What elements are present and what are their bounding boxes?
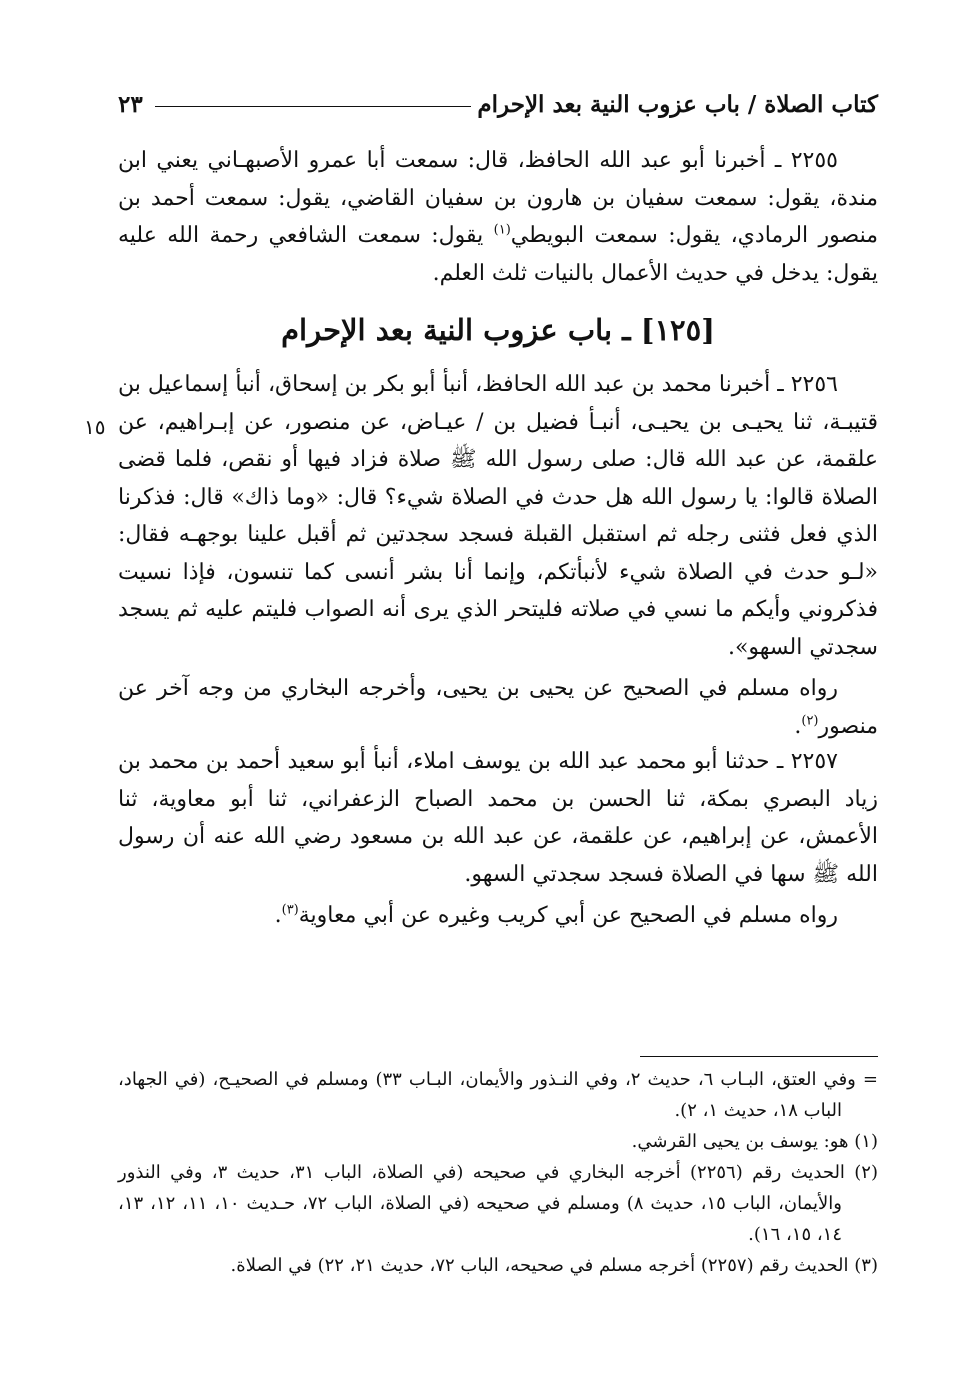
hadith-2256: ٢٢٥٦ ـ أخبرنا محمد بن عبد الله الحافظ، أنبأ أبو بكر بن إسحاق، أنبأ إسماعيل بن قتيبـة، ثنا يحيـى بن يحيـى، أنبـأ فضيل بن / عيـاض، عن منصور، عن إبـراهيم، عن علقمة، عن عبد الله قال: صلى رسول الله ﷺ صلاة فزاد فيها أو نقص، فلما قضى الصلاة قالوا: يا رسول الله هل حدث في الصلاة شيء؟ قال: «وما ذاك» قال: فذكرنا الذي فعل فثنى رجله ثم استقبل القبلة فسجد سجدتين ثم أقبل علينا بوجهـه فقال: «لـو حدث في الصلاة شيء لأنبأتكم، وإنما أنا بشر أنسى كما تنسون، فإذا نسيت فذكروني وأيكم ما نسي في صلاته فليتحر الذي يرى أنه الصواب فليتم عليه ثم يسجد سجدتي السهو».	[118, 372, 878, 660]
hadith-2255-block	[118, 142, 878, 292]
hadith-2257-note-text: رواه مسلم في الصحيح عن أبي كريب وغيره عن أبي معاوية	[298, 903, 838, 928]
footnote-ref-1[interactable]: (١)	[493, 222, 511, 238]
hadith-2256-note-text: رواه مسلم في الصحيح عن يحيى بن يحيى، وأخرجه البخاري من وجه آخر عن منصور	[118, 676, 878, 739]
page-header	[118, 84, 878, 124]
footnotes	[118, 1064, 878, 1281]
hadith-2257-block	[118, 743, 878, 935]
footnote-ref-3[interactable]: (٣)	[281, 902, 299, 918]
hadith-2257: ٢٢٥٧ ـ حدثنا أبو محمد عبد الله بن يوسف املاء، أنبأ أبو سعيد أحمد بن محمد بن زياد البصري بمكة، ثنا الحسن بن محمد الصباح الزعفراني، ثنا أبو معاوية، ثنا الأعمش، عن إبراهيم، عن علقمة، عن عبد الله بن مسعود رضي الله عنه أن رسول الله ﷺ سها في الصلاة فسجد سجدتي السهو.	[118, 749, 878, 887]
hadith-2255-text-end: يقول: سمعت الشافعي رحمة الله عليه يقول: يدخل في حديث الأعمال بالنيات ثلث العلم.	[118, 223, 878, 286]
footnote-ref-2[interactable]: (٢)	[801, 713, 819, 729]
hadith-2257-note	[118, 897, 878, 935]
section-title: [١٢٥] ـ باب عزوب النية بعد الإحرام	[281, 313, 715, 347]
running-title: كتاب الصلاة / باب عزوب النية بعد الإحرام	[477, 90, 878, 118]
hadith-2256-block	[118, 366, 878, 745]
header-rule	[155, 106, 472, 107]
footnote-2: (٢) الحديث رقم (٢٢٥٦) أخرجه البخاري في صحيحه (في الصلاة، الباب ٣١، حديث ٣، وفي النذور والأيمان، الباب ١٥، حديث ٨) ومسلم في صحيحه (في الصلاة، الباب ٧٢، حـديث ١٠، ١١، ١٢، ١٣، ١٤، ١٥، ١٦).	[118, 1162, 878, 1245]
footnote-continued: = وفي العتق، البـاب ٦، حديث ٢، وفي النـذور والأيمان، البـاب ٣٣) ومسلم في الصحيـح، (في الجهاد، الباب ١٨، حديث ١، ٢).	[118, 1069, 879, 1121]
page-number: ٢٣	[118, 90, 143, 118]
hadith-2255	[118, 142, 878, 292]
hadith-2256-note	[118, 670, 878, 745]
footnote-3: (٣) الحديث رقم (٢٢٥٧) أخرجه مسلم في صحيحه، الباب ٧٢، حديث ٢١، ٢٢) في الصلاة.	[230, 1255, 878, 1276]
margin-page-marker: ١٥	[84, 415, 106, 439]
footnote-1: (١) هو: يوسف بن يحيى القرشي.	[631, 1131, 878, 1152]
hadith-2256-note-end: .	[794, 713, 802, 739]
hadith-2257-note-end: .	[274, 903, 282, 928]
hadith-2255-text: ٢٢٥٥ ـ أخبرنا أبو عبد الله الحافظ، قال: سمعت أبا عمرو الأصبهـاني يعني ابن مندة، يقول: سمعت سفيان بن هارون بن سفيان القاضي، يقول: سمعت أحمد بن منصور الرمادي، يقول: سمعت البويطي	[118, 148, 878, 248]
footnote-separator	[640, 1056, 878, 1057]
